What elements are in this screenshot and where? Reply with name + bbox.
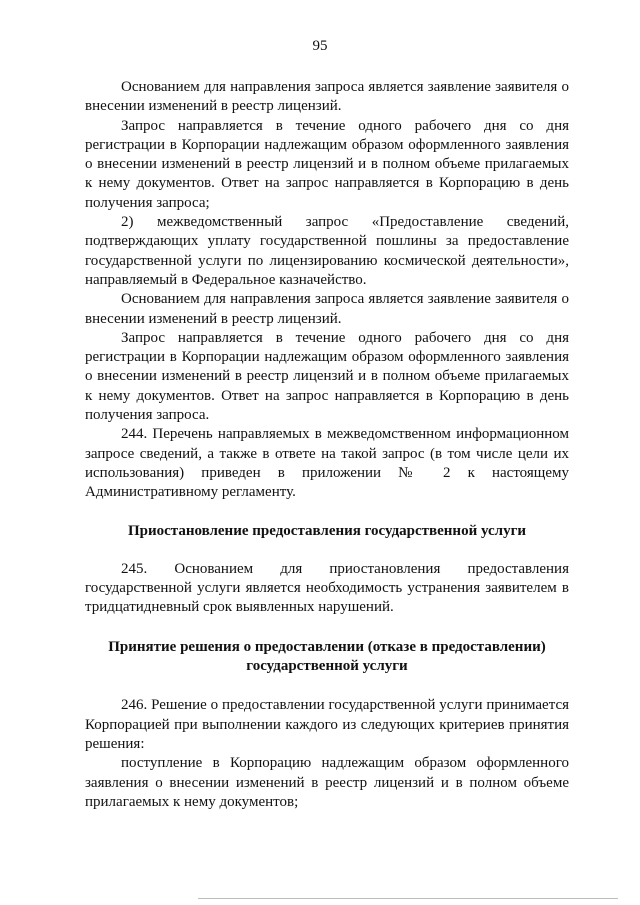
paragraph: Основанием для направления запроса является заявление заявителя о внесении изменений в реестр лицензий.: [85, 291, 569, 327]
paragraph: 244. Перечень направляемых в межведомственном информационном запросе сведений, а также в ответе на такой запрос (в том числе цели их использования) приведен в приложении № 2 к настоящему Административному регламенту.: [85, 426, 569, 501]
page-number: 95: [312, 38, 328, 54]
section-heading-decision: Принятие решения о предоставлении (отказе в предоставлении) государственной услуги: [108, 638, 546, 675]
paragraph: Запрос направляется в течение одного рабочего дня со дня регистрации в Корпорации надлежащим образом оформленного заявления о внесении изменений в реестр лицензий и в полном объеме прилагаемых к нему документов. Ответ на запрос направляется в Корпорацию в день получения запроса.: [85, 329, 569, 424]
scan-edge-line: [198, 898, 618, 899]
paragraph: 246. Решение о предоставлении государственной услуги принимается Корпорацией при выполнении каждого из следующих критериев принятия решения:: [85, 697, 569, 752]
paragraph: 245. Основанием для приостановления предоставления государственной услуги является необходимость устранения заявителем в тридцатидневный срок выявленных нарушений.: [85, 560, 569, 616]
paragraph: Основанием для направления запроса является заявление заявителя о внесении изменений в реестр лицензий.: [85, 79, 569, 115]
paragraph: поступление в Корпорацию надлежащим образом оформленного заявления о внесении изменений в реестр лицензий и в полном объеме прилагаемых к нему документов;: [85, 755, 569, 810]
section-heading-suspension: Приостановление предоставления государственной услуги: [127, 522, 527, 539]
paragraph: Запрос направляется в течение одного рабочего дня со дня регистрации в Корпорации надлежащим образом оформленного заявления о внесении изменений в реестр лицензий и в полном объеме прилагаемых к нему документов. Ответ на запрос направляется в Корпорацию в день получения запроса;: [85, 117, 569, 211]
document-body: [85, 78, 569, 812]
paragraph: 2) межведомственный запрос «Предоставление сведений, подтверждающих уплату государственной пошлины за предоставление государственной услуги по лицензированию космической деятельности», направляемый в Федеральное казначейство.: [85, 214, 569, 288]
